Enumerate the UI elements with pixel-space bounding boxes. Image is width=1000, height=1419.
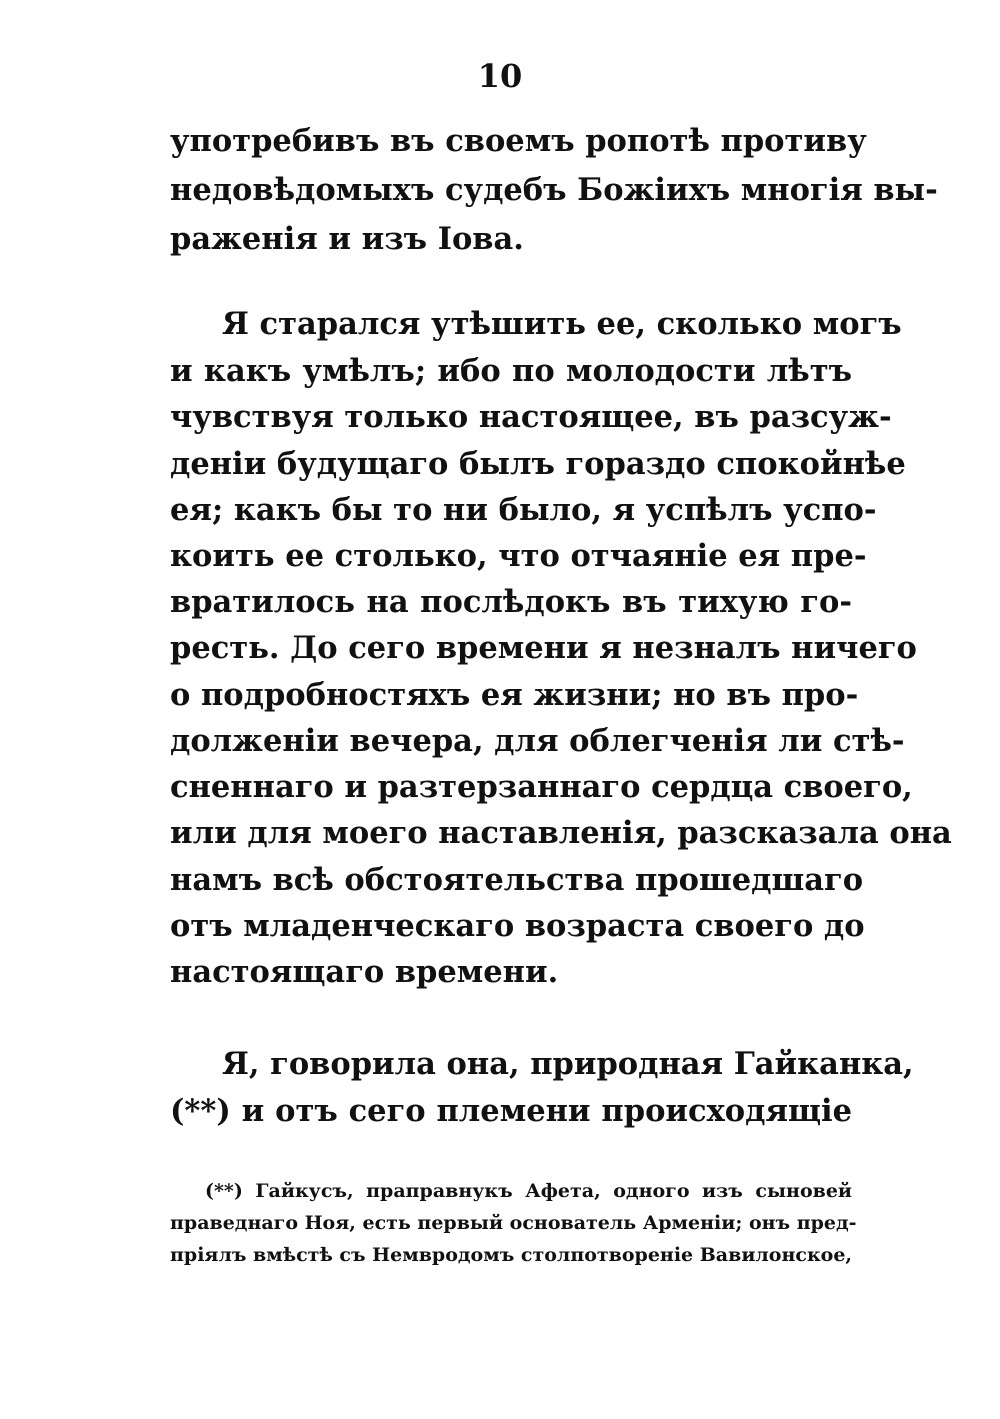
text-line: сненнаго и разтерзаннаго сердца своего, bbox=[170, 769, 913, 805]
text-line: намъ всѣ обстоятельства прошедшаго bbox=[170, 862, 864, 898]
text-line: и какъ умѣлъ; ибо по молодости лѣтъ bbox=[170, 353, 852, 389]
text-line: чувствуя только настоящее, въ разсуж- bbox=[170, 399, 892, 435]
text-line: деніи будущаго былъ гораздо спокойнѣе bbox=[170, 446, 906, 482]
footnote-line: пріялъ вмѣстѣ съ Немвродомъ столпотвореніе Вавилонское, bbox=[170, 1244, 853, 1266]
text-line: (**) и отъ сего племени происходящіе bbox=[170, 1093, 852, 1129]
text-line: отъ младенческаго возраста своего до bbox=[170, 908, 865, 944]
text-line: или для моего наставленія, разсказала она bbox=[170, 815, 952, 851]
text-line: о подробностяхъ ея жизни; но въ про- bbox=[170, 677, 859, 713]
text-line: недовѣдомыхъ судебъ Божіихъ многія вы- bbox=[170, 172, 938, 208]
text-line: долженіи вечера, для облегченія ли стѣ- bbox=[170, 723, 905, 759]
text-line: ресть. До сего времени я незналъ ничего bbox=[170, 630, 917, 666]
text-line: ея; какъ бы то ни было, я успѣлъ успо- bbox=[170, 492, 877, 528]
text-line: Я старался утѣшить ее, сколько могъ bbox=[222, 306, 902, 342]
footnote-line: праведнаго Ноя, есть первый основатель Арменіи; онъ пред- bbox=[170, 1212, 857, 1234]
text-line: раженія и изъ Іова. bbox=[170, 221, 524, 257]
footnote-line: (**) Гайкусъ, праправнукъ Афета, одного изъ сыновей bbox=[205, 1180, 852, 1202]
page-number: 10 bbox=[477, 57, 523, 95]
text-line: употребивъ въ своемъ ропотѣ противу bbox=[170, 123, 867, 159]
text-line: коить ее столько, что отчаяніе ея пре- bbox=[170, 538, 867, 574]
text-line: вратилось на послѣдокъ въ тихую го- bbox=[170, 584, 852, 620]
text-line: Я, говорила она, природная Гайканка, bbox=[222, 1046, 914, 1082]
text-line: настоящаго времени. bbox=[170, 954, 559, 990]
